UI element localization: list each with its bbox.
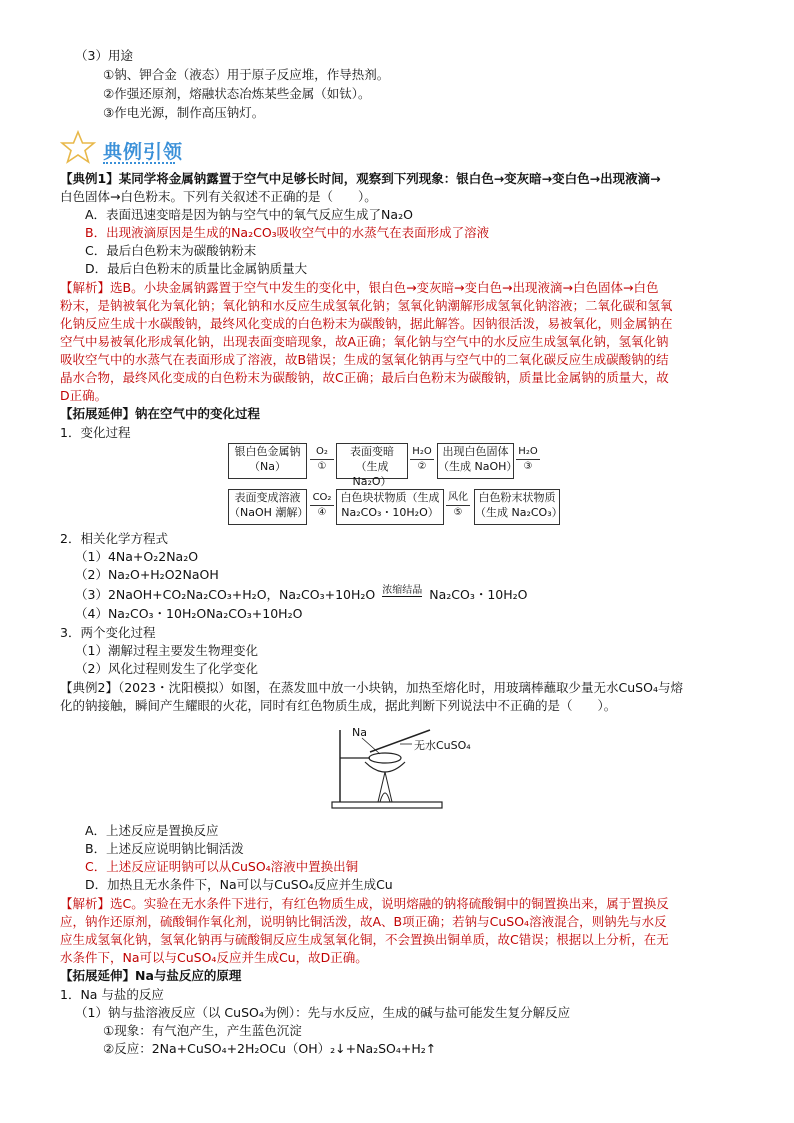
reaction-line: ②反应：2Na+CuSO₄+2H₂OCu（OH）₂↓+Na₂SO₄+H₂↑ [103,1041,437,1056]
example2-option-d: D．加热且无水条件下，Na可以与CuSO₄反应并生成Cu [85,877,393,892]
salt-solution-reaction: （1）钠与盐溶液反应（以 CuSO₄为例）：先与水反应，生成的碱与盐可能发生复分解反应 [75,1005,571,1020]
box-text: 表面变暗 [350,445,394,458]
use-3: ③作电光源，制作高压钠灯。 [103,105,265,120]
box-white-block [336,489,444,525]
analysis1-line: 晶水合物，最终风化变成的白色粉末为碳酸钠，故C正确；最后白色粉末为碳酸钠，质量比金属钠的质量大，故 [60,370,669,385]
analysis1-line: 化钠反应生成十水碳酸钠，最终风化变成的白色粉末为碳酸钠，据此解答。因钠很活泼，易被氧化，则金属钠在 [60,316,673,331]
arrow-step4 [308,492,336,519]
equation-4: （4）Na₂CO₃・10H₂ONa₂CO₃+10H₂O [75,606,303,621]
process-1: （1）潮解过程主要发生物理变化 [75,643,258,658]
box-text: 白色粉末状物质 [478,491,556,504]
box-text: Na₂CO₃・10H₂O） [341,506,439,519]
arrow-reagent: H₂O [412,446,432,457]
process-2: （2）风化过程则发生了化学变化 [75,661,258,676]
analysis2-line: 应生成氢氧化钠，氢氧化钠再与硫酸铜反应生成氢氧化铜，不会置换出铜单质，故C错误；根据以上分析，在无 [60,932,669,947]
star-icon [60,130,100,164]
example2-option-a: A．上述反应是置换反应 [85,823,219,838]
example1-option-a: A．表面迅速变暗是因为钠与空气中的氧气反应生成了Na₂O [85,207,413,222]
analysis1-line: 空气中易被氧化形成氧化钠，出现表面变暗现象，故A正确；氧化钠与空气中的水反应生成氢氧化钠，氢氧化钠 [60,334,669,349]
arrow-reagent: CO₂ [312,492,332,503]
box-solution [228,489,307,525]
box-text: 表面变成溶液 [234,491,301,504]
figure-label-cuso4: 无水CuSO₄ [414,739,471,752]
apparatus-figure [330,720,470,820]
uses-title: （3）用途 [75,48,133,63]
arrow-number: ③ [523,461,533,472]
arrow-number: ⑤ [453,507,463,518]
box-sodium [228,443,307,479]
equation-3 [75,586,528,604]
equation-3-left: （3）2NaOH+CO₂Na₂CO₃+H₂O，Na₂CO₃+10H₂O [75,587,376,602]
arrow-reagent: O₂ [316,446,328,457]
equation-2: （2）Na₂O+H₂O2NaOH [75,567,219,582]
arrow-number: ② [417,461,427,472]
example1-option-c: C．最后白色粉末为碳酸钠粉末 [85,243,257,258]
example1-question: 【典例1】某同学将金属钠露置于空气中足够长时间，观察到下列现象：银白色→变灰暗→变白色→出现液滴→ [60,171,661,186]
example2-option-c: C．上述反应证明钠可以从CuSO₄溶液中置换出铜 [85,859,359,874]
analysis2-line: 应，钠作还原剂，硫酸铜作氧化剂，说明钠比铜活泼，故A、B项正确；若钠与CuSO₄溶液混合，则钠先与水反 [60,914,667,929]
example1-question-cont: 白色固体→白色粉末。下列有关叙述不正确的是（ ）。 [60,189,377,204]
equation-3-right: Na₂CO₃・10H₂O [429,587,528,602]
box-white-powder [474,489,563,525]
flow-diagram [228,443,563,525]
use-1: ①钠、钾合金（液态）用于原子反应堆，作导热剂。 [103,67,390,82]
arrow-number: ④ [317,507,327,518]
box-white-solid [437,443,518,479]
subsection-3: 3．两个变化过程 [60,625,156,640]
arrow-step1 [308,446,336,473]
analysis1-line: 【解析】选B。小块金属钠露置于空气中发生的变化中，银白色→变灰暗→变白色→出现液滴→白色固体→白色 [60,280,659,295]
use-2: ②作强还原剂，熔融状态冶炼某些金属（如钛）。 [103,86,371,101]
box-text: （生成 Na₂O） [352,460,392,488]
example1-option-d: D．最后白色粉末的质量比金属钠质量大 [85,261,308,276]
box-dim [336,443,408,488]
arrow-step3 [514,446,542,473]
extension1-title: 【拓展延伸】钠在空气中的变化过程 [60,406,261,421]
arrow-step2 [408,446,436,473]
analysis1-line: 粉末，是钠被氧化为氧化钠；氧化钠和水反应生成氢氧化钠；氢氧化钠潮解形成氢氧化钠溶液；二氧化碳和氢氧 [60,298,673,313]
example2-option-b: B．上述反应说明钠比铜活泼 [85,841,244,856]
box-text: （生成 Na₂CO₃） [475,506,563,519]
box-text: （Na） [249,460,286,473]
figure-label-na: Na [352,726,367,739]
subsection-na-salt: 1．Na 与盐的反应 [60,987,164,1002]
arrow-reagent: H₂O [518,446,538,457]
heading-underline [103,162,175,164]
analysis1-line: 吸收空气中的水蒸气在表面形成了溶液，故B错误；生成的氢氧化钠再与空气中的二氧化碳反应生成碳酸钠的结 [60,352,669,367]
arrow-number: ① [317,461,327,472]
phenomenon-line: ①现象：有气泡产生，产生蓝色沉淀 [103,1023,302,1038]
box-text: （生成 NaOH） [438,460,518,473]
arrow-step5 [444,492,472,519]
box-text: 白色块状物质（生成 [340,491,440,504]
analysis1-line: D正确。 [60,388,108,403]
arrow-reagent: 风化 [448,492,468,503]
extension2-title: 【拓展延伸】Na与盐反应的原理 [60,968,242,983]
equation-1: （1）4Na+O₂2Na₂O [75,549,199,564]
example2-question: 【典例2】（2023・沈阳模拟）如图，在蒸发皿中放一小块钠，加热至熔化时，用玻璃棒蘸取少量无水CuSO₄与熔 [60,680,683,695]
box-text: 出现白色固体 [442,445,509,458]
analysis2-line: 【解析】选C。实验在无水条件下进行，有红色物质生成，说明熔融的钠将硫酸铜中的铜置换出来，属于置换反 [60,896,669,911]
analysis2-line: 水条件下，Na可以与CuSO₄反应并生成Cu，故D正确。 [60,950,368,965]
condition-label: 浓缩结晶 [382,585,423,596]
subsection-2: 2．相关化学方程式 [60,531,168,546]
example2-question-cont: 化的钠接触，瞬间产生耀眼的火花，同时有红色物质生成，据此判断下列说法中不正确的是（ ）。 [60,698,617,713]
example1-option-b: B．出现液滴原因是生成的Na₂CO₃吸收空气中的水蒸气在表面形成了溶液 [85,225,490,240]
box-text: （NaOH 潮解） [229,506,309,519]
box-text: 银白色金属钠 [234,445,301,458]
subsection-1: 1．变化过程 [60,425,131,440]
section-heading: 典例引领 [103,141,184,163]
